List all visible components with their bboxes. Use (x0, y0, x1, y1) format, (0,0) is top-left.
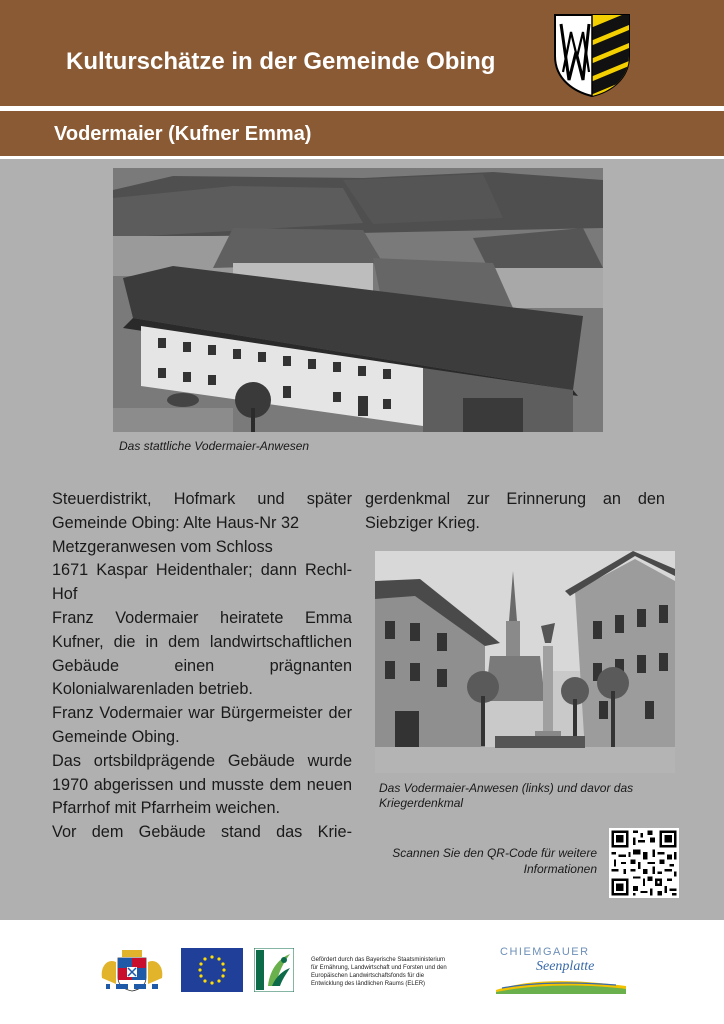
caption-line-1: Das Vodermaier-Anwesen (links) und davor das (379, 781, 634, 795)
body-paragraph-6: Das ortsbildprägende Gebäude wurde 1970 abgerissen und musste dem neuen Pfarrhof mit Pfarrheim weichen. (52, 751, 352, 818)
qr-instruction-line-1: Scannen Sie den QR-Code für weitere (392, 846, 597, 860)
qr-instruction (360, 845, 597, 877)
body-text-right (365, 488, 665, 536)
photo-caption-estate: Das stattliche Vodermaier-Anwesen (119, 439, 310, 453)
chiemgauer-logo-bottom-text: Seenplatte (536, 959, 595, 974)
landscape-wave-icon (496, 976, 626, 994)
body-paragraph-2: Metzgeranwesen vom Schloss (52, 537, 273, 556)
qr-instruction-line-2: Informationen (523, 862, 597, 876)
body-text-left (52, 488, 352, 845)
body-paragraph-right-1: gerdenkmal zur Erinnerung an den Siebziger Krieg. (365, 490, 665, 532)
chiemgauer-seenplatte-logo (496, 946, 626, 996)
body-paragraph-5: Franz Vodermaier war Bürgermeister der Gemeinde Obing. (52, 704, 352, 746)
body-paragraph-1: Steuerdistrikt, Hofmark und später Gemeinde Obing: Alte Haus-Nr 32 (52, 490, 352, 532)
page-title: Kulturschätze in der Gemeinde Obing (66, 48, 496, 75)
subheader-bar (0, 111, 724, 159)
funding-notice (311, 956, 486, 988)
vodermaier-estate-photo (113, 168, 603, 432)
war-memorial-photo (375, 551, 675, 773)
leader-logo-icon (254, 948, 294, 992)
chiemgauer-logo-top-text: CHIEMGAUER (500, 946, 590, 958)
bavaria-coat-of-arms-icon (98, 948, 166, 992)
funding-line-1: Gefördert durch das Bayerische Staatsministerium (311, 957, 446, 963)
body-paragraph-4: Franz Vodermaier heiratete Emma Kufner, die in dem landwirtschaftlichen Gebäude einen prägnanten Kolonialwarenladen betrieb. (52, 608, 352, 699)
funding-line-2: für Ernährung, Landwirtschaft und Forsten und den (311, 965, 447, 971)
funding-line-4: Entwicklung des ländlichen Raums (ELER) (311, 981, 426, 987)
qr-code[interactable] (609, 828, 679, 898)
photo-caption-memorial (379, 781, 633, 811)
funding-line-3: Europäischen Landwirtschaftsfonds für die (311, 973, 425, 979)
municipal-crest-icon (551, 12, 633, 98)
subheader-title: Vodermaier (Kufner Emma) (54, 123, 312, 145)
eu-flag-icon (181, 948, 243, 992)
body-paragraph-3: 1671 Kaspar Heidenthaler; dann Rechl-Hof (52, 561, 352, 604)
caption-line-2: Kriegerdenkmal (379, 796, 464, 810)
header-bar (0, 0, 724, 106)
body-paragraph-7: Vor dem Gebäude stand das Krie- (52, 823, 352, 842)
